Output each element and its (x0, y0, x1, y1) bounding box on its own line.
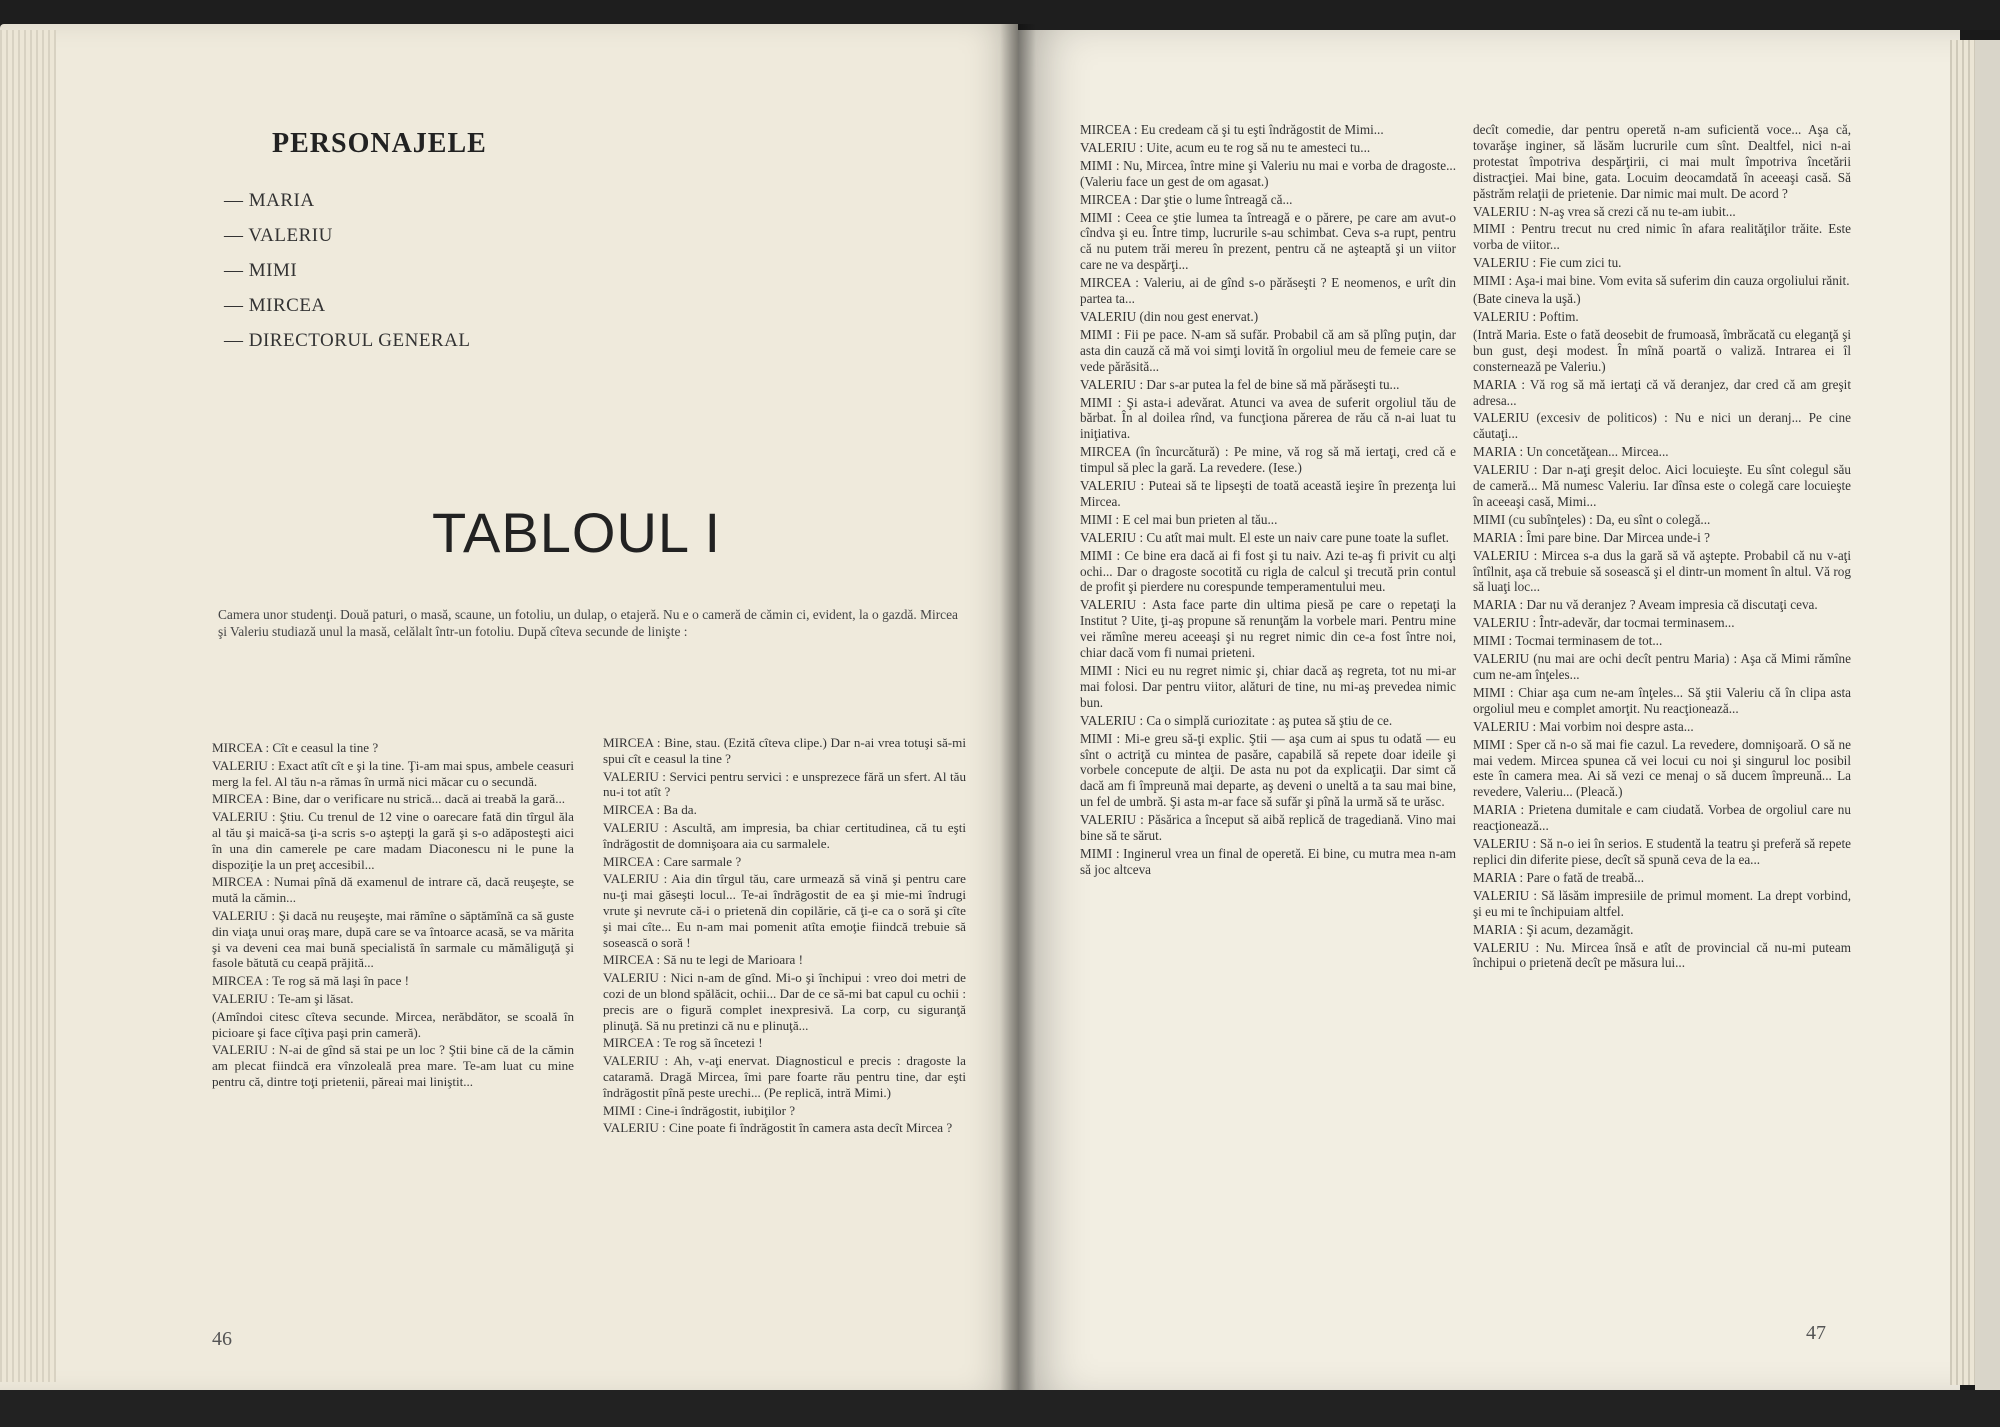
characters-title: PERSONAJELE (272, 128, 487, 159)
page-number-right: 47 (1806, 1322, 1826, 1344)
dialogue-line: VALERIU : Să n-o iei în serios. E studentă la teatru şi preferă să repete replici din diferite piese, decît să spună ceva de la ea... (1473, 836, 1851, 867)
dialogue-line: MIMI : Nu, Mircea, între mine şi Valeriu nu mai e vorba de dragoste... (Valeriu face un gest de om agasat.) (1080, 157, 1456, 189)
dialogue-line: MIMI : Mi-e greu să-ţi explic. Ştii — aşa cum ai spus tu odată — eu sînt o actriţă cu mintea de pasăre, capabilă să repete doar ideile şi vorbele concepute de alţii. De asta nu pot da explicaţii. Dar simt că dacă am fi împreună mai departe, aş deveni o uneltă a ta sau mai bine, un fel de umbră. Şi asta m-ar face să sufăr şi pînă la urmă să te urăsc. (1080, 730, 1456, 810)
dialogue-line: VALERIU (excesiv de politicos) : Nu e nici un deranj... Pe cine căutaţi... (1473, 410, 1851, 442)
dialogue-line: VALERIU : Ştiu. Cu trenul de 12 vine o oarecare fată din tîrgul ăla al tău şi maică-sa ţi-a scris s-o aştepţi la gară şi s-o adăposteşti aici în una din camerele pe care madam Diaconescu ni le pune la dispoziţie la un preţ accesibil... (212, 809, 574, 872)
dialogue-line: MARIA : Vă rog să mă iertaţi că vă deranjez, dar cred că am greşit adresa... (1473, 376, 1851, 408)
dialogue-line: MIMI : Ce bine era dacă ai fi fost şi tu naiv. Azi te-aş fi privit cu alţi ochi... Dar o dragoste socotită cu rigla de calcul şi trecută prin contul de profit şi pierdere nu corespunde temperamentului meu. (1080, 547, 1456, 595)
dialogue-line: VALERIU : Asta face parte din ultima piesă pe care o repetaţi la Institut ? Uite, ţi-aş propune să renunţăm la vorbele mari. Pentru mine vei rămîne mereu aceeaşi şi nu regret nimic din ce-a fost între noi, chiar dacă vom fi numai prieteni. (1080, 597, 1456, 661)
dialogue-line: VALERIU : Servici pentru servici : e unsprezece fără un sfert. Al tău nu-i tot atît ? (603, 768, 966, 800)
dialogue-line: MIMI : Tocmai terminasem de tot... (1473, 633, 1663, 649)
dialogue-line: VALERIU : Te-am şi lăsat. (212, 990, 354, 1006)
dialogue-line: MIMI : Sper că n-o să mai fie cazul. La revedere, domnişoară. O să ne mai vedem. Mircea spunea că vei locui cu noi şi singurul loc posibil este în camera mea. Ai să vezi ce menaj o să ducem împreună... La revedere, Valeriu... (Pleacă.) (1473, 736, 1851, 800)
dialogue-line: VALERIU : Nici n-am de gînd. Mi-o şi închipui : vreo doi metri de cozi de un blond spălăcit, ochii... Dar de ce să-mi bat capul cu ochii : precis are o figură complet inexpresivă. La corp, cu siguranţă plinuţă. Să nu pretinzi că nu e plinuţă... (603, 970, 966, 1033)
character-item: — MIRCEA (224, 295, 326, 316)
left-page (0, 24, 1018, 1394)
dialogue-line: MIRCEA (în încurcătură) : Pe mine, vă rog să mă iertaţi, cred că e timpul să plec la gară. La revedere. (Iese.) (1080, 444, 1456, 476)
left-page-column-1 (212, 740, 574, 1092)
character-item: — MIMI (224, 260, 298, 281)
dialogue-line: VALERIU : Cine poate fi îndrăgostit în camera asta decît Mircea ? (603, 1120, 953, 1136)
dialogue-line: VALERIU : Dar s-ar putea la fel de bine să mă părăseşti tu... (1080, 376, 1400, 392)
page-number-left: 46 (212, 1328, 232, 1350)
dialogue-line: MIMI : Şi asta-i adevărat. Atunci va avea de suferit orgoliul tău de bărbat. În al doilea rînd, va funcţiona părerea de rău că n-ai luat tu iniţiativa. (1080, 394, 1456, 442)
dialogue-line: MARIA : Pare o fată de treabă... (1473, 869, 1645, 885)
dialogue-line: MARIA : Un concetăţean... Mircea... (1473, 444, 1669, 460)
dialogue-line: MARIA : Dar nu vă deranjez ? Aveam impresia că discutaţi ceva. (1473, 597, 1818, 613)
dialogue-line: VALERIU : Mai vorbim noi despre asta... (1473, 718, 1694, 734)
dialogue-line: decît comedie, dar pentru operetă n-am suficientă voce... Aşa că, tovarăşe inginer, să lăsăm lucrurile cum sînt. Dealtfel, nici n-ai protestat împotriva despărţirii, ci mai mult împotriva încetării distracţiei. Mai bine, gata. Locuim deocamdată în aceeaşi casă. Să păstrăm relaţii de prietenie. Dar nimic mai mult. De acord ? (1473, 122, 1851, 201)
dialogue-line: VALERIU : Mircea s-a dus la gară să vă aştepte. Probabil că nu v-aţi întîlnit, aşa că trebuie să sosească şi el dintr-un moment în altul. Vă rog să luaţi loc... (1473, 547, 1851, 595)
book-cover-edge (1975, 40, 2000, 1395)
background-bottom (0, 1390, 2000, 1427)
left-page-column-2 (603, 735, 966, 1138)
dialogue-line: MIMI : Nici eu nu regret nimic şi, chiar dacă aş regreta, tot nu mi-ar mai folosi. Dar pentru viitor, alături de tine, nu mi-aş prevedea nimic bun. (1080, 663, 1456, 710)
dialogue-line: VALERIU : Fie cum zici tu. (1473, 255, 1622, 271)
left-page-edges (0, 30, 56, 1382)
right-page-column-1 (1080, 122, 1456, 880)
dialogue-line: MIMI : Pentru trecut nu cred nimic în afara realităţilor trăite. Este vorba de viitor... (1473, 221, 1851, 253)
dialogue-line: MIRCEA : Valeriu, ai de gînd s-o părăseşti ? E neomenos, e urît din partea ta... (1080, 275, 1456, 307)
dialogue-line: MIRCEA : Te rog să încetezi ! (603, 1035, 763, 1051)
dialogue-line: VALERIU : Puteai să te lipseşti de toată această ieşire în prezenţa lui Mircea. (1080, 478, 1456, 509)
dialogue-line: MARIA : Îmi pare bine. Dar Mircea unde-i ? (1473, 529, 1710, 545)
dialogue-line: VALERIU : Exact atît cît e şi la tine. Ţi-am mai spus, ambele ceasuri merg la fel. Al tău n-a rămas în urmă nici măcar cu o secundă. (212, 757, 574, 789)
dialogue-line: VALERIU : Într-adevăr, dar tocmai terminasem... (1473, 615, 1735, 631)
dialogue-line: MARIA : Şi acum, dezamăgit. (1473, 921, 1634, 937)
dialogue-line: MIMI : Ceea ce ştie lumea ta întreagă e o părere, pe care am avut-o cîndva şi eu. Între timp, lucrurile s-au schimbat. Ceva s-a rupt, pentru că nu putem trăi mereu în prezent, pentru că ne aşteaptă şi un viitor care ne va despărţi... (1080, 209, 1456, 273)
character-item: — MARIA (224, 190, 315, 211)
dialogue-line: VALERIU : Şi dacă nu reuşeşte, mai rămîne o săptămînă ca să guste din viaţa unui oraş mare, după care se va întoarce acasă, se va mărita şi va deveni cea mai bună specialistă în sarmale cu mămăliguţă şi fasole bătută cu ceapă prăjită... (212, 907, 574, 971)
dialogue-line: MIRCEA : Ba da. (603, 802, 697, 818)
dialogue-line: VALERIU : Să lăsăm impresiile de primul moment. La drept vorbind, şi eu mi te închipuiam altfel. (1473, 887, 1851, 919)
dialogue-line: VALERIU : N-aş vrea să crezi că nu te-am iubit... (1473, 203, 1736, 219)
dialogue-line: MIRCEA : Te rog să mă laşi în pace ! (212, 973, 410, 989)
stage-direction: (Amîndoi citesc cîteva secunde. Mircea, nerăbdător, se scoală în picioare şi face cîţiva paşi prin cameră). (212, 1008, 574, 1040)
stage-directions-intro: Camera unor studenţi. Două paturi, o masă, scaune, un fotoliu, un dulap, o etajeră. Nu e o cameră de cămin ci, evident, la o gazdă. Mircea şi Valeriu studiază unul la masă, celălalt într-un fotoliu. După cîteva secunde de linişte : (218, 607, 958, 639)
dialogue-line: VALERIU (din nou gest enervat.) (1080, 308, 1259, 324)
dialogue-line: MIRCEA : Care sarmale ? (603, 853, 742, 869)
dialogue-line: VALERIU : Ca o simplă curiozitate : aş putea să ştiu de ce. (1080, 712, 1393, 728)
dialogue-line: VALERIU : Poftim. (1473, 308, 1579, 324)
dialogue-line: MIRCEA : Numai pînă dă examenul de intrare că, dacă reuşeşte, se mută la cămin... (212, 874, 574, 906)
dialogue-line: MIRCEA : Bine, stau. (Ezită cîteva clipe.) Dar n-ai vrea totuşi să-mi spui cît e ceasul la tine ? (603, 735, 966, 766)
dialogue-line: VALERIU : Uite, acum eu te rog să nu te amesteci tu... (1080, 139, 1371, 155)
dialogue-line: MIRCEA : Eu credeam că şi tu eşti îndrăgostit de Mimi... (1080, 122, 1384, 137)
characters-list (224, 190, 470, 365)
dialogue-line: MIRCEA : Să nu te legi de Marioara ! (603, 952, 803, 968)
dialogue-line: MIMI : Inginerul vrea un final de operetă. Ei bine, cu mutra mea n-am să joc altceva (1080, 845, 1456, 877)
dialogue-line: VALERIU : N-ai de gînd să stai pe un loc ? Ştii bine că de la cămin am plecat fiindcă era vînzoleală prea mare. Te-am luat cu mine pentru că, dintre toţi prietenii, păreai mai liniştit... (212, 1042, 574, 1089)
dialogue-line: MIMI : E cel mai bun prieten al tău... (1080, 511, 1278, 527)
dialogue-line: MIRCEA : Dar ştie o lume întreagă că... (1080, 191, 1293, 207)
dialogue-line: MIMI (cu subînţeles) : Da, eu sînt o colegă... (1473, 511, 1711, 527)
dialogue-line: VALERIU : Ascultă, am impresia, ba chiar certitudinea, că tu eşti îndrăgostit de domnişoara aia cu sarmalele. (603, 819, 966, 851)
stage-direction: (Bate cineva la uşă.) (1473, 291, 1581, 307)
dialogue-line: MIMI : Cine-i îndrăgostit, iubiţilor ? (603, 1102, 796, 1118)
stage-direction: (Intră Maria. Este o fată deosebit de frumoasă, îmbrăcată cu eleganţă şi bun gust, deşi modest. În mînă poartă o valiză. Intrarea ei îl consternează pe Valeriu.) (1473, 326, 1851, 374)
dialogue-line: VALERIU : Păsărica a început să aibă replică de tragediană. Vino mai bine să te sărut. (1080, 812, 1456, 844)
dialogue-line: MARIA : Prietena dumitale e cam ciudată. Vorbea de orgoliul care nu reacţionează... (1473, 802, 1851, 834)
dialogue-line: VALERIU (nu mai are ochi decît pentru Maria) : Aşa că Mimi rămîne cum ne-am înţeles... (1473, 651, 1851, 682)
dialogue-line: VALERIU : Ah, v-aţi enervat. Diagnosticul e precis : dragoste la cataramă. Dragă Mircea, îmi pare foarte rău pentru tine, dar eşti îndrăgostit pînă peste urechi... (Pe replică, intră Mimi.) (603, 1053, 966, 1100)
character-item: — VALERIU (224, 225, 333, 246)
dialogue-line: MIMI : Aşa-i mai bine. Vom evita să suferim din cauza orgoliului rănit. (1473, 273, 1850, 289)
character-item: — DIRECTORUL GENERAL (224, 330, 471, 351)
dialogue-line: MIRCEA : Bine, dar o verificare nu strică... dacă ai treabă la gară... (212, 791, 566, 807)
dialogue-line: VALERIU : Cu atît mai mult. El este un naiv care pune toate la suflet. (1080, 529, 1449, 545)
book-gutter (1000, 24, 1036, 1394)
dialogue-line: VALERIU : Nu. Mircea însă e atît de provincial că nu-mi puteam închipui o prietenă decît pe măsura lui... (1473, 939, 1851, 971)
dialogue-line: VALERIU : Dar n-aţi greşit deloc. Aici locuieşte. Eu sînt colegul său de cameră... Mă numesc Valeriu. Iar dînsa este o colegă care locuieşte în aceeaşi casă, Mimi... (1473, 462, 1851, 509)
dialogue-line: MIMI : Chiar aşa cum ne-am înţeles... Să ştii Valeriu că în clipa asta orgoliul meu e complet amorţit. Nu reacţionează... (1473, 684, 1851, 716)
dialogue-line: MIMI : Fii pe pace. N-am să sufăr. Probabil că am să plîng puţin, dar asta din cauză că mă voi simţi lovită în orgoliul meu de femeie care se vede părăsită... (1080, 326, 1456, 374)
dialogue-line: MIRCEA : Cît e ceasul la tine ? (212, 740, 379, 755)
right-page-column-2 (1473, 122, 1851, 973)
dialogue-line: VALERIU : Aia din tîrgul tău, care urmează să vină şi pentru care nu-ţi mai găseşti locul... Te-ai îndrăgostit de ea şi mie-mi îndrugi vrute şi nevrute că-i o prietenă din copilărie, că ţi-e ca o soră şi cîte şi mai cîte... Eu n-am mai pomenit atîta emoţie fiindcă trebuie să sosească o soră ! (603, 871, 966, 950)
tableau-title: TABLOUL I (432, 501, 722, 564)
